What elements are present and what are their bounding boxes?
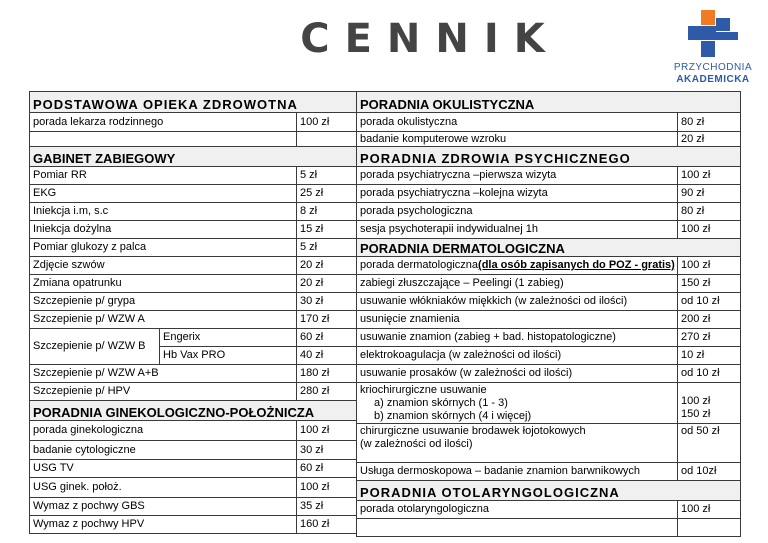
- left-price-table: [29, 91, 357, 534]
- service-price: 200 zł: [678, 311, 741, 329]
- service-name: [357, 257, 678, 275]
- section-header-row: [30, 401, 357, 421]
- service-price: 40 zł: [297, 347, 357, 365]
- service-name-brodawki: [357, 424, 678, 463]
- service-price: 160 zł: [297, 516, 357, 534]
- service-name: porada psychiatryczna –kolejna wizyta: [357, 185, 678, 203]
- service-price: od 10 zł: [678, 365, 741, 383]
- section-header-row: [30, 147, 357, 167]
- section-header-row: [357, 92, 741, 113]
- section-header-row: [357, 147, 741, 167]
- service-subname: Hb Vax PRO: [160, 347, 297, 365]
- service-name: Wymaz z pochwy HPV: [30, 516, 297, 534]
- table-row: [357, 257, 741, 275]
- table-row: [30, 421, 357, 441]
- service-name-krio: [357, 383, 678, 424]
- service-price: od 10zł: [678, 463, 741, 481]
- service-price: 10 zł: [678, 347, 741, 365]
- service-name: Usługa dermoskopowa – badanie znamion barwnikowych: [357, 463, 678, 481]
- service-name: Szczepienie p/ WZW A+B: [30, 365, 297, 383]
- service-price: 270 zł: [678, 329, 741, 347]
- medical-cross-icon: [680, 10, 746, 60]
- service-name: usuwanie włókniaków miękkich (w zależności od ilości): [357, 293, 678, 311]
- table-row: [30, 275, 357, 293]
- service-name: EKG: [30, 185, 297, 203]
- krio-line: b) znamion skórnych (4 i więcej): [374, 410, 532, 422]
- service-name: porada okulistyczna: [357, 113, 678, 132]
- table-row: [30, 167, 357, 185]
- service-price: 100 zł: [297, 478, 357, 498]
- table-row: [30, 460, 357, 478]
- right-price-table: [356, 91, 741, 537]
- krio-price: 150 zł: [681, 408, 711, 420]
- section-heading-okulistyczna: PORADNIA OKULISTYCZNA: [357, 92, 741, 113]
- service-name: Szczepienie p/ HPV: [30, 383, 297, 401]
- service-price: 60 zł: [297, 329, 357, 347]
- service-name: porada lekarza rodzinnego: [30, 113, 297, 132]
- table-row: [30, 113, 357, 132]
- blank-row: [30, 132, 357, 147]
- section-header-row: [357, 481, 741, 501]
- service-name: Wymaz z pochwy GBS: [30, 498, 297, 516]
- table-row: [30, 257, 357, 275]
- table-row: [357, 221, 741, 239]
- service-name: porada otolaryngologiczna: [357, 501, 678, 519]
- service-price: 100 zł: [678, 221, 741, 239]
- krio-line: kriochirurgiczne usuwanie: [360, 384, 487, 396]
- service-name: porada psychiatryczna –pierwsza wizyta: [357, 167, 678, 185]
- service-name-text: porada dermatologiczna: [360, 259, 479, 271]
- service-price: 25 zł: [297, 185, 357, 203]
- service-price: 60 zł: [297, 460, 357, 478]
- service-price: 35 zł: [297, 498, 357, 516]
- section-header-row: [357, 239, 741, 257]
- table-row: [357, 203, 741, 221]
- table-row: [30, 498, 357, 516]
- service-name: Szczepienie p/ WZW A: [30, 311, 297, 329]
- service-price: 100 zł: [678, 167, 741, 185]
- table-row: [357, 329, 741, 347]
- krio-price: 100 zł: [681, 395, 711, 407]
- service-price: 100 zł: [297, 113, 357, 132]
- service-price: 100 zł: [678, 257, 741, 275]
- service-name: usunięcie znamienia: [357, 311, 678, 329]
- table-row: [357, 167, 741, 185]
- service-name: Pomiar RR: [30, 167, 297, 185]
- table-row: [357, 113, 741, 132]
- krio-line: a) znamion skórnych (1 - 3): [374, 397, 508, 409]
- service-name: Szczepienie p/ grypa: [30, 293, 297, 311]
- service-price: 100 zł: [297, 421, 357, 441]
- service-name: Iniekcja dożylna: [30, 221, 297, 239]
- section-header-row: [30, 92, 357, 113]
- table-row: [357, 185, 741, 203]
- service-name: porada psychologiczna: [357, 203, 678, 221]
- service-price: 20 zł: [297, 275, 357, 293]
- table-row: [357, 501, 741, 519]
- service-price: od 50 zł: [678, 424, 741, 463]
- service-price: 15 zł: [297, 221, 357, 239]
- section-heading-zabiegowy: GABINET ZABIEGOWY: [30, 147, 357, 167]
- service-price: 30 zł: [297, 441, 357, 460]
- section-heading-podstawowa: PODSTAWOWA OPIEKA ZDROWOTNA: [30, 92, 357, 113]
- service-name: badanie cytologiczne: [30, 441, 297, 460]
- table-row: [357, 365, 741, 383]
- page-title: CENNIK: [300, 16, 560, 62]
- clinic-logo: [668, 10, 758, 88]
- table-row: [30, 311, 357, 329]
- service-name: Pomiar glukozy z palca: [30, 239, 297, 257]
- logo-text-akademicka: AKADEMICKA: [676, 74, 750, 85]
- service-price: 20 zł: [678, 132, 741, 147]
- table-row: [357, 132, 741, 147]
- service-name: usuwanie prosaków (w zależności od ilości): [357, 365, 678, 383]
- table-row: [357, 463, 741, 481]
- blank-row: [357, 519, 741, 537]
- table-row: [357, 424, 741, 463]
- service-name: Zmiana opatrunku: [30, 275, 297, 293]
- brodawki-line: chirurgiczne usuwanie brodawek łojotokowych: [360, 425, 586, 437]
- service-price: 5 zł: [297, 167, 357, 185]
- service-name: sesja psychoterapii indywidualnej 1h: [357, 221, 678, 239]
- service-name: USG ginek. położ.: [30, 478, 297, 498]
- service-price: 170 zł: [297, 311, 357, 329]
- service-price: 90 zł: [678, 185, 741, 203]
- service-name: USG TV: [30, 460, 297, 478]
- service-price: 280 zł: [297, 383, 357, 401]
- table-row: [30, 329, 357, 347]
- service-price: 100 zł: [678, 501, 741, 519]
- table-row: [357, 383, 741, 424]
- table-row: [30, 203, 357, 221]
- service-subname: Engerix: [160, 329, 297, 347]
- table-row: [30, 478, 357, 498]
- table-row: [357, 293, 741, 311]
- service-price-krio: [678, 383, 741, 424]
- table-row: [30, 185, 357, 203]
- table-row: [30, 221, 357, 239]
- table-row: [30, 365, 357, 383]
- service-price: 80 zł: [678, 113, 741, 132]
- section-heading-otolaryngologiczna: PORADNIA OTOLARYNGOLOGICZNA: [357, 481, 741, 501]
- section-heading-psychiczna: PORADNIA ZDROWIA PSYCHICZNEGO: [357, 147, 741, 167]
- service-price: 150 zł: [678, 275, 741, 293]
- service-price: 8 zł: [297, 203, 357, 221]
- service-price: 20 zł: [297, 257, 357, 275]
- service-name: porada ginekologiczna: [30, 421, 297, 441]
- table-row: [30, 293, 357, 311]
- service-name: elektrokoagulacja (w zależności od ilości): [357, 347, 678, 365]
- service-name: Iniekcja i.m, s.c: [30, 203, 297, 221]
- service-note: (dla osób zapisanych do POZ - gratis): [478, 259, 675, 271]
- brodawki-line: (w zależności od ilości): [360, 438, 473, 450]
- service-price: 180 zł: [297, 365, 357, 383]
- service-name: usuwanie znamion (zabieg + bad. histopatologiczne): [357, 329, 678, 347]
- table-row: [357, 275, 741, 293]
- service-name-wzwb: Szczepienie p/ WZW B: [30, 329, 160, 365]
- section-heading-dermatologiczna: PORADNIA DERMATOLOGICZNA: [357, 239, 741, 257]
- service-price: od 10 zł: [678, 293, 741, 311]
- service-name: Zdjęcie szwów: [30, 257, 297, 275]
- section-heading-ginekologiczna: PORADNIA GINEKOLOGICZNO-POŁOŻNICZA: [30, 401, 357, 421]
- service-name: badanie komputerowe wzroku: [357, 132, 678, 147]
- table-row: [357, 311, 741, 329]
- service-name: zabiegi złuszczające – Peelingi (1 zabieg): [357, 275, 678, 293]
- service-price: 5 zł: [297, 239, 357, 257]
- table-row: [357, 347, 741, 365]
- service-price: 30 zł: [297, 293, 357, 311]
- logo-text-przychodnia: PRZYCHODNIA: [673, 62, 753, 73]
- table-row: [30, 441, 357, 460]
- service-price: 80 zł: [678, 203, 741, 221]
- table-row: [30, 516, 357, 534]
- table-row: [30, 383, 357, 401]
- table-row: [30, 239, 357, 257]
